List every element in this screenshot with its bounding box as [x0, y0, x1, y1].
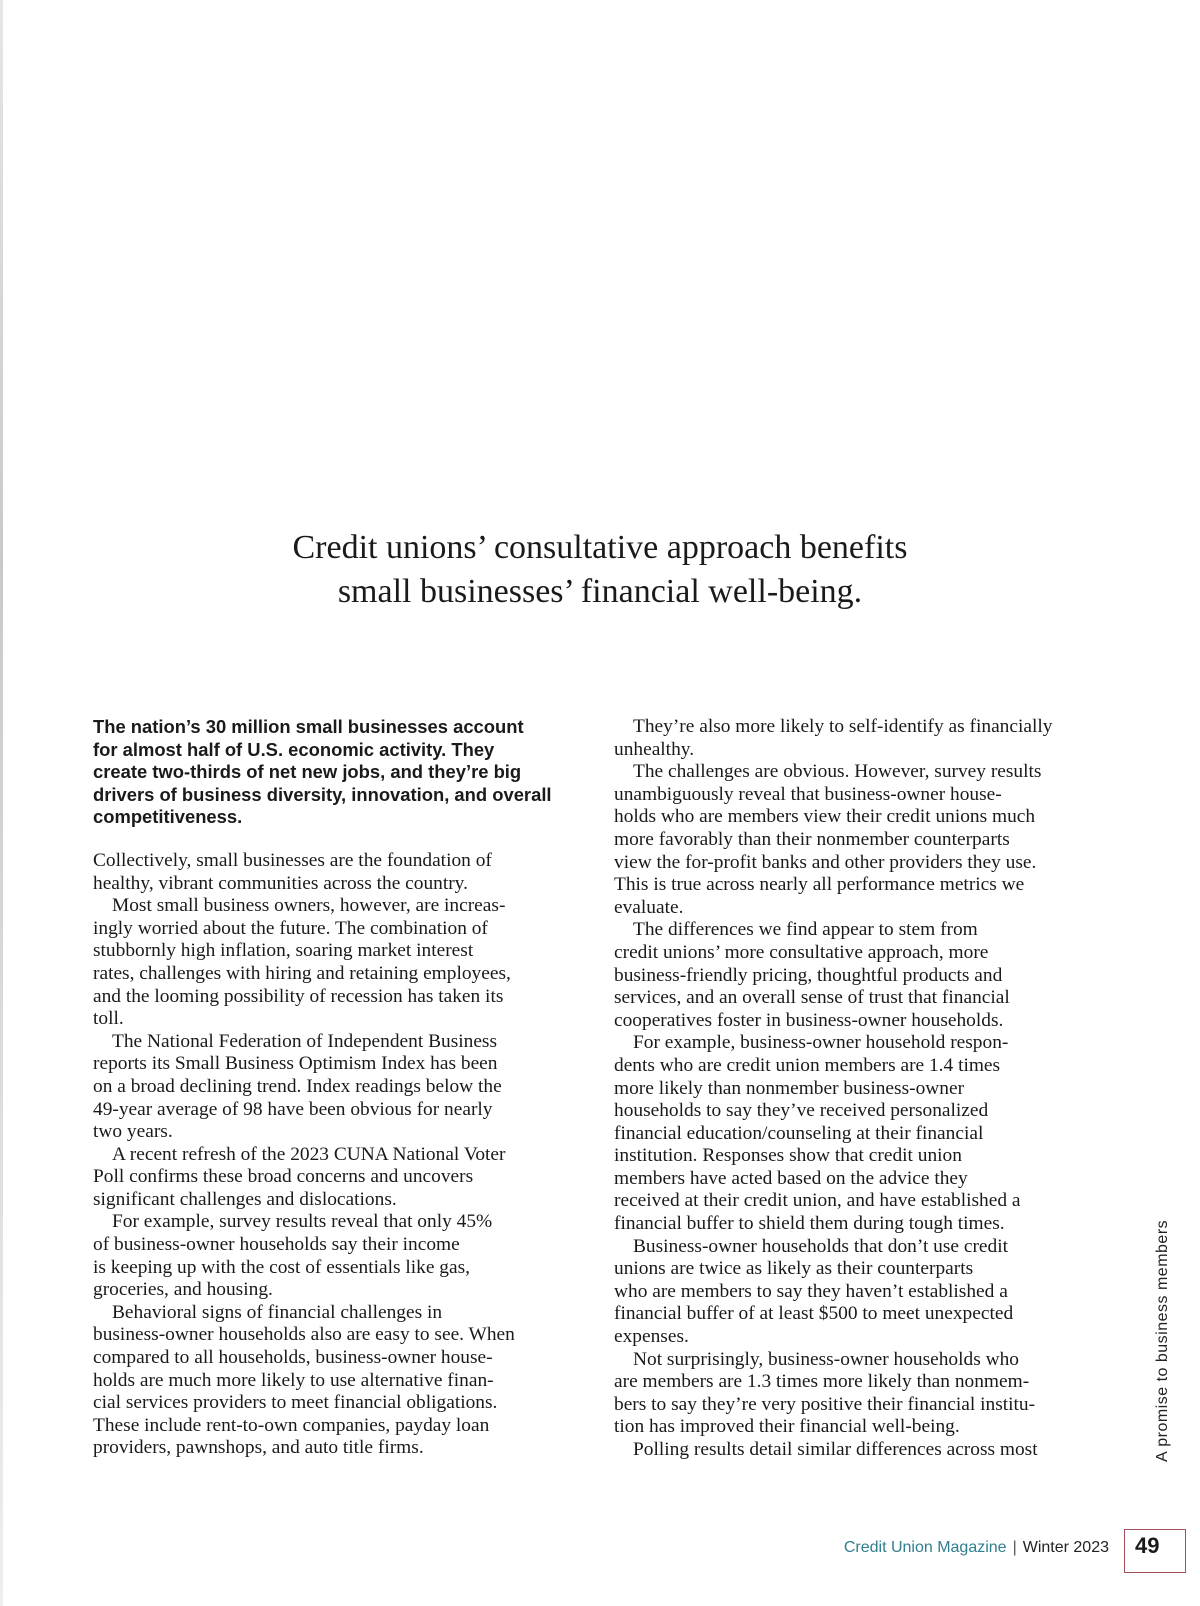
body-line: business-owner households also are easy to see. When: [93, 1324, 515, 1346]
body-paragraph: [614, 1032, 1119, 1235]
body-line: Behavioral signs of financial challenges in: [112, 1301, 443, 1323]
body-line: unions are twice as likely as their counterparts: [614, 1258, 974, 1280]
body-line: compared to all households, business-owner house-: [93, 1347, 493, 1369]
lede-line: The nation’s 30 million small businesses account: [93, 716, 524, 737]
issue-date: Winter 2023: [1022, 1539, 1109, 1556]
body-line: stubbornly high inflation, soaring market interest: [93, 940, 474, 962]
lede-line: for almost half of U.S. economic activity. They: [93, 738, 495, 760]
body-line: The National Federation of Independent Business: [112, 1030, 498, 1052]
page-footer: [0, 1532, 1200, 1572]
body-line: on a broad declining trend. Index readings below the: [93, 1075, 502, 1097]
body-line: toll.: [93, 1008, 124, 1030]
headline-line-1: Credit unions’ consultative approach benefits: [292, 529, 908, 566]
headline-line-2: small businesses’ financial well-being.: [337, 573, 863, 610]
body-line: providers, pawnshops, and auto title firms.: [93, 1437, 424, 1459]
magazine-name: Credit Union Magazine: [843, 1539, 1007, 1556]
body-paragraph: [614, 1349, 1119, 1439]
body-line: For example, business-owner household respon-: [633, 1032, 1009, 1054]
body-line: two years.: [93, 1121, 173, 1143]
body-line: Poll confirms these broad concerns and uncovers: [93, 1166, 474, 1188]
footer-credit: [844, 1539, 1109, 1557]
body-line: more likely than nonmember business-owner: [614, 1077, 965, 1099]
body-line: view the for-profit banks and other providers they use.: [614, 851, 1037, 873]
body-line: institution. Responses show that credit union: [614, 1145, 962, 1167]
body-paragraph: [93, 1144, 598, 1212]
body-line: received at their credit union, and have established a: [614, 1190, 1021, 1212]
lede-line: competitiveness.: [93, 806, 243, 828]
body-line: healthy, vibrant communities across the country.: [93, 872, 468, 894]
body-line: rates, challenges with hiring and retaining employees,: [93, 962, 511, 984]
body-line: Collectively, small businesses are the foundation of: [93, 849, 492, 871]
body-line: evaluate.: [614, 896, 684, 918]
body-line: Business-owner households that don’t use credit: [633, 1235, 1009, 1257]
lede-line: drivers of business diversity, innovation, and overall: [93, 783, 552, 805]
lede-line: create two-thirds of net new jobs, and they’re big: [93, 761, 522, 783]
article-lede: [93, 716, 598, 829]
body-paragraph: [93, 850, 598, 895]
body-line: unhealthy.: [614, 738, 695, 760]
body-line: expenses.: [614, 1326, 689, 1348]
body-line: reports its Small Business Optimism Index has been: [93, 1053, 498, 1075]
footer-separator: |: [1012, 1539, 1017, 1556]
body-line: These include rent-to-own companies, payday loan: [93, 1414, 490, 1436]
body-paragraph: [93, 1031, 598, 1144]
body-line: Most small business owners, however, are increas-: [112, 895, 506, 917]
body-line: more favorably than their nonmember counterparts: [614, 828, 1010, 850]
body-paragraph: [614, 716, 1119, 761]
left-column: [93, 716, 598, 1460]
body-line: 49-year average of 98 have been obvious for nearly: [93, 1098, 493, 1120]
body-line: Not surprisingly, business-owner households who: [633, 1348, 1019, 1370]
body-line: unambiguously reveal that business-owner house-: [614, 783, 1002, 805]
article-headline: [150, 526, 1050, 614]
body-paragraph: [614, 761, 1119, 919]
body-paragraph: [93, 895, 598, 1031]
body-paragraph: [93, 1211, 598, 1301]
page-edge-shadow: [0, 0, 3, 1606]
body-line: dents who are credit union members are 1.4 times: [614, 1054, 1001, 1076]
body-line: of business-owner households say their income: [93, 1234, 460, 1256]
body-line: bers to say they’re very positive their financial institu-: [614, 1393, 1036, 1415]
body-line: A recent refresh of the 2023 CUNA National Voter: [112, 1143, 506, 1165]
body-line: holds are much more likely to use alternative finan-: [93, 1369, 494, 1391]
body-line: financial education/counseling at their financial: [614, 1122, 984, 1144]
body-line: This is true across nearly all performance metrics we: [614, 874, 1025, 896]
body-paragraph: [614, 919, 1119, 1032]
body-line: and the looming possibility of recession has taken its: [93, 985, 504, 1007]
body-line: significant challenges and dislocations.: [93, 1188, 397, 1210]
body-line: financial buffer of at least $500 to meet unexpected: [614, 1303, 1014, 1325]
body-line: households to say they’ve received personalized: [614, 1100, 989, 1122]
body-line: The differences we find appear to stem from: [633, 919, 978, 941]
body-line: is keeping up with the cost of essentials like gas,: [93, 1256, 470, 1278]
body-line: For example, survey results reveal that only 45%: [112, 1211, 493, 1233]
body-paragraph: [93, 1302, 598, 1460]
body-line: cooperatives foster in business-owner households.: [614, 1009, 1004, 1031]
body-line: Polling results detail similar differences across most: [633, 1439, 1038, 1460]
body-line: They’re also more likely to self-identify as financially: [633, 716, 1053, 737]
body-line: services, and an overall sense of trust that financial: [614, 987, 1010, 1009]
section-label-vertical: A promise to business members: [1154, 1219, 1171, 1462]
body-line: The challenges are obvious. However, survey results: [633, 761, 1042, 783]
body-line: who are members to say they haven’t established a: [614, 1280, 1008, 1302]
body-line: holds who are members view their credit unions much: [614, 806, 1036, 828]
body-line: tion has improved their financial well-being.: [614, 1416, 960, 1438]
body-line: ingly worried about the future. The combination of: [93, 917, 488, 939]
body-line: members have acted based on the advice they: [614, 1167, 968, 1189]
body-paragraph: [614, 1236, 1119, 1349]
right-column: [614, 716, 1119, 1462]
body-line: groceries, and housing.: [93, 1279, 273, 1301]
page-number: 49: [1124, 1529, 1186, 1573]
body-line: cial services providers to meet financial obligations.: [93, 1392, 498, 1414]
body-line: financial buffer to shield them during tough times.: [614, 1213, 1005, 1235]
body-line: credit unions’ more consultative approach, more: [614, 941, 989, 963]
body-paragraph: [614, 1439, 1119, 1462]
body-line: are members are 1.3 times more likely than nonmem-: [614, 1371, 1030, 1393]
body-line: business-friendly pricing, thoughtful products and: [614, 964, 1003, 986]
